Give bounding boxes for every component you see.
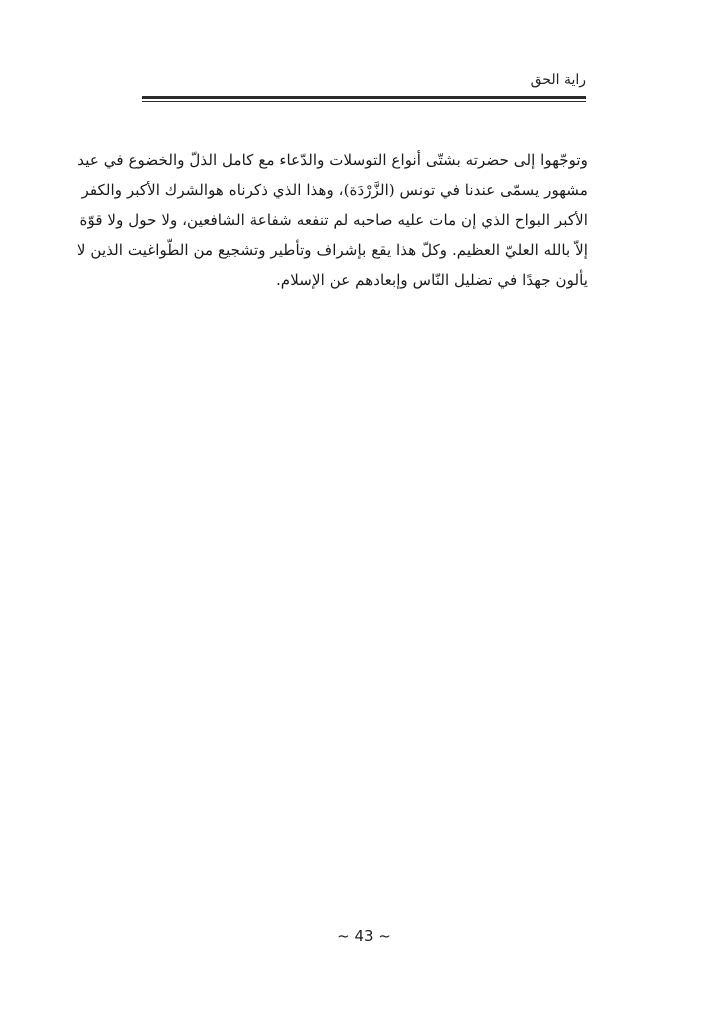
body-line-3: الأكبر البواح الذي إن مات عليه صاحبه لم تنفعه شفاعة الشافعين، ولا حول ولا قوّة [79, 211, 588, 229]
body-paragraph [76, 145, 588, 295]
header-rule-thin [142, 101, 586, 102]
body-line-5: يألون جهدًا في تضليل النّاس وإبعادهم عن الإسلام. [275, 271, 588, 289]
body-line-2: مشهور يسمّى عندنا في تونس (الزَّرْدَة)، وهذا الذي ذكرناه هوالشرك الأكبر والكفر [81, 181, 588, 199]
body-line-1: وتوجّهوا إلى حضرته بشتّى أنواع التوسلات والدّعاء مع كامل الذلّ والخضوع في عيد [77, 151, 588, 169]
page-number: ~ 43 ~ [337, 927, 391, 945]
header-rule-thick [142, 96, 586, 99]
body-line-4: إلاّ بالله العليّ العظيم. وكلّ هذا يقع بإشراف وتأطير وتشجيع من الطّواغيت الذين لا [76, 241, 588, 259]
running-header-title: راية الحق [530, 72, 586, 88]
